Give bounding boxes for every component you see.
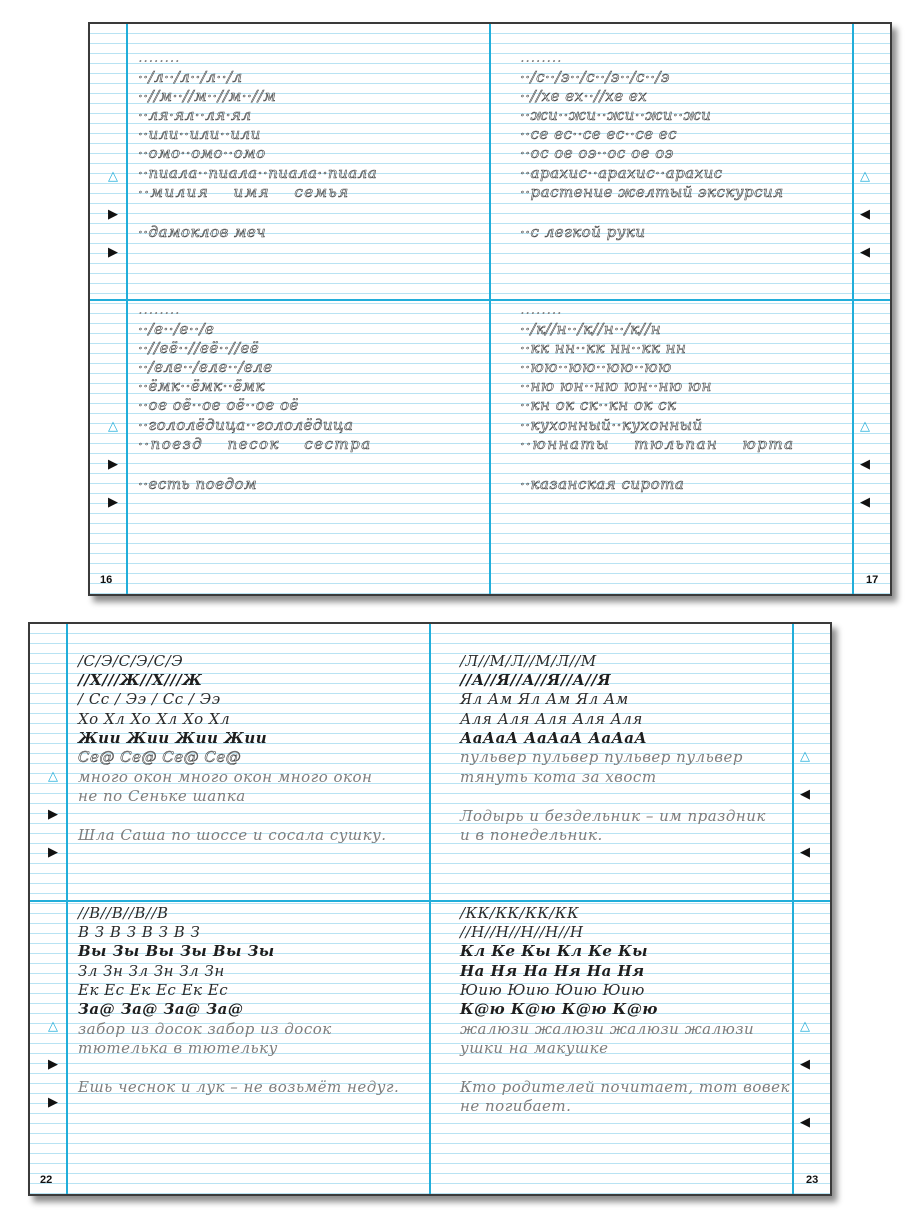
writing-row: //В//В//В//В bbox=[78, 904, 169, 922]
writing-row: ··казанская сирота bbox=[520, 475, 685, 493]
writing-row: Лодырь и бездельник – им праздник bbox=[460, 807, 766, 825]
writing-row: Кто родителей почитает, тот вовек bbox=[460, 1078, 790, 1096]
writing-row: тютелька в тютельку bbox=[78, 1039, 278, 1057]
writing-row: тянуть кота за хвост bbox=[460, 768, 657, 786]
notebook-spread-16-17 bbox=[88, 22, 892, 596]
writing-row: много окон много окон много окон bbox=[78, 768, 373, 786]
writing-row: ··дамоклов меч bbox=[138, 223, 267, 241]
writing-row: пульвер пульвер пульвер пульвер bbox=[460, 748, 743, 766]
writing-row: ушки на макушке bbox=[460, 1039, 609, 1057]
writing-row: //Н//Н//Н//Н//Н bbox=[460, 923, 584, 941]
arrow-left-icon: ◀ bbox=[860, 207, 870, 222]
arrow-left-icon: ◀ bbox=[800, 787, 810, 802]
triangle-outline-icon: △ bbox=[108, 169, 118, 184]
writing-row: ··//её··//её··//её bbox=[138, 339, 260, 357]
writing-row: Ешь чеснок и лук – не возьмёт недуг. bbox=[78, 1078, 400, 1096]
writing-row: /Л//М/Л//М/Л//М bbox=[460, 652, 597, 670]
writing-row: Зл Зн Зл Зн Зл Зн bbox=[78, 962, 225, 980]
writing-row: ··поезд песок сестра bbox=[138, 435, 372, 453]
writing-row: ··се ес··се ес··се ес bbox=[520, 125, 678, 143]
arrow-right-icon: ▶ bbox=[108, 245, 118, 260]
writing-row: ··/с··/э··/с··/э··/с··/э bbox=[520, 68, 670, 86]
writing-row: ··с легкой руки bbox=[520, 223, 646, 241]
triangle-outline-icon: △ bbox=[108, 419, 118, 434]
writing-row: За@ За@ За@ За@ bbox=[78, 1000, 244, 1018]
writing-row: Кл Ке Кы Кл Ке Кы bbox=[460, 942, 649, 960]
page-number-right: 17 bbox=[866, 574, 879, 586]
writing-row: ··ёмк··ёмк··ёмк bbox=[138, 377, 265, 395]
arrow-left-icon: ◀ bbox=[800, 1057, 810, 1072]
writing-row: АаАаА АаАаА АаАаА bbox=[460, 729, 648, 747]
section-divider bbox=[90, 299, 890, 301]
writing-row: Ял Ам Ял Ам Ял Ам bbox=[460, 690, 629, 708]
writing-row: Жии Жии Жии Жии bbox=[78, 729, 268, 747]
guide-dots: ........ bbox=[138, 300, 181, 318]
arrow-right-icon: ▶ bbox=[48, 1095, 58, 1110]
right-margin-line bbox=[792, 624, 794, 1194]
writing-row: жалюзи жалюзи жалюзи жалюзи bbox=[460, 1020, 755, 1038]
writing-row: ··ню юн··ню юн··ню юн bbox=[520, 377, 712, 395]
writing-row: ··кухонный··кухонный bbox=[520, 416, 703, 434]
writing-row: ··/л··/л··/л··/л bbox=[138, 68, 243, 86]
writing-row: ··омо··омо··омо bbox=[138, 144, 266, 162]
right-margin-line bbox=[852, 24, 854, 594]
writing-row: ··/к//н··/к//н··/к//н bbox=[520, 320, 662, 338]
arrow-right-icon: ▶ bbox=[48, 1057, 58, 1072]
writing-row: Хо Хл Хо Хл Хо Хл bbox=[78, 710, 231, 728]
writing-row: не по Сеньке шапка bbox=[78, 787, 246, 805]
writing-row: ··жи··жи··жи··жи··жи bbox=[520, 106, 712, 124]
writing-row: ··пиала··пиала··пиала··пиала bbox=[138, 164, 378, 182]
writing-row: Вы Зы Вы Зы Вы Зы bbox=[78, 942, 275, 960]
writing-row: Аля Аля Аля Аля Аля bbox=[460, 710, 643, 728]
writing-row: ··//хе ех··//хе ех bbox=[520, 87, 648, 105]
writing-row: ··юннаты тюльпан юрта bbox=[520, 435, 795, 453]
guide-dots: ........ bbox=[520, 48, 563, 66]
triangle-outline-icon: △ bbox=[48, 1019, 58, 1034]
guide-dots: ........ bbox=[138, 48, 181, 66]
arrow-right-icon: ▶ bbox=[48, 845, 58, 860]
page-number-right: 23 bbox=[806, 1174, 819, 1186]
section-divider bbox=[30, 900, 830, 902]
writing-row: забор из досок забор из досок bbox=[78, 1020, 332, 1038]
arrow-left-icon: ◀ bbox=[800, 845, 810, 860]
arrow-right-icon: ▶ bbox=[108, 207, 118, 222]
writing-row: Шла Саша по шоссе и сосала сушку. bbox=[78, 826, 387, 844]
guide-dots: ........ bbox=[520, 300, 563, 318]
writing-row: //А//Я//А//Я//А//Я bbox=[460, 671, 612, 689]
writing-row: Юию Юию Юию Юию bbox=[460, 981, 645, 999]
triangle-outline-icon: △ bbox=[48, 769, 58, 784]
writing-row: Ек Ес Ек Ес Ек Ес bbox=[78, 981, 229, 999]
writing-row: не погибает. bbox=[460, 1097, 572, 1115]
triangle-outline-icon: △ bbox=[800, 749, 810, 764]
writing-row: ··ля·ял··ля·ял bbox=[138, 106, 252, 124]
page-number-left: 16 bbox=[100, 574, 113, 586]
writing-row: ··/еле··/еле··/еле bbox=[138, 358, 273, 376]
writing-row: /С/Э/С/Э/С/Э bbox=[78, 652, 184, 670]
notebook-spread-22-23 bbox=[28, 622, 832, 1196]
arrow-left-icon: ◀ bbox=[860, 495, 870, 510]
triangle-outline-icon: △ bbox=[860, 419, 870, 434]
triangle-outline-icon: △ bbox=[860, 169, 870, 184]
arrow-left-icon: ◀ bbox=[800, 1115, 810, 1130]
writing-row: ··/е··/е··/е bbox=[138, 320, 215, 338]
writing-row: ··или··или··или bbox=[138, 125, 261, 143]
writing-row: ··кк нн··кк нн··кк нн bbox=[520, 339, 687, 357]
writing-row: ··кн ок ск··кн ок ск bbox=[520, 396, 677, 414]
writing-row: //Х///Ж//Х///Ж bbox=[78, 671, 203, 689]
writing-row: ··//м··//м··//м··//м bbox=[138, 87, 277, 105]
writing-row: В З В З В З В З bbox=[78, 923, 201, 941]
writing-row: ··гололёдица··гололёдица bbox=[138, 416, 354, 434]
writing-row: К@ю К@ю К@ю К@ю bbox=[460, 1000, 658, 1018]
writing-row: ··арахис··арахис··арахис bbox=[520, 164, 723, 182]
writing-row: и в понедельник. bbox=[460, 826, 603, 844]
left-margin-line bbox=[66, 624, 68, 1194]
writing-row: ··есть поедом bbox=[138, 475, 258, 493]
writing-row: ··ое оё··ое оё··ое оё bbox=[138, 396, 299, 414]
writing-row: Сe@ Сe@ Сe@ Сe@ bbox=[78, 748, 242, 766]
left-margin-line bbox=[126, 24, 128, 594]
writing-row: ··милия имя семья bbox=[138, 183, 350, 201]
arrow-right-icon: ▶ bbox=[48, 807, 58, 822]
writing-row: ··ос ое оэ··ос ое оэ bbox=[520, 144, 674, 162]
writing-row: ··растение желтый экскурсия bbox=[520, 183, 784, 201]
arrow-right-icon: ▶ bbox=[108, 495, 118, 510]
writing-row: / Сс / Ээ / Сс / Ээ bbox=[78, 690, 221, 708]
triangle-outline-icon: △ bbox=[800, 1019, 810, 1034]
page-number-left: 22 bbox=[40, 1174, 53, 1186]
writing-row: ··юю··юю··юю··юю bbox=[520, 358, 672, 376]
writing-row: На Ня На Ня На Ня bbox=[460, 962, 645, 980]
arrow-left-icon: ◀ bbox=[860, 245, 870, 260]
arrow-right-icon: ▶ bbox=[108, 457, 118, 472]
writing-row: /КК/КК/КК/КК bbox=[460, 904, 580, 922]
arrow-left-icon: ◀ bbox=[860, 457, 870, 472]
